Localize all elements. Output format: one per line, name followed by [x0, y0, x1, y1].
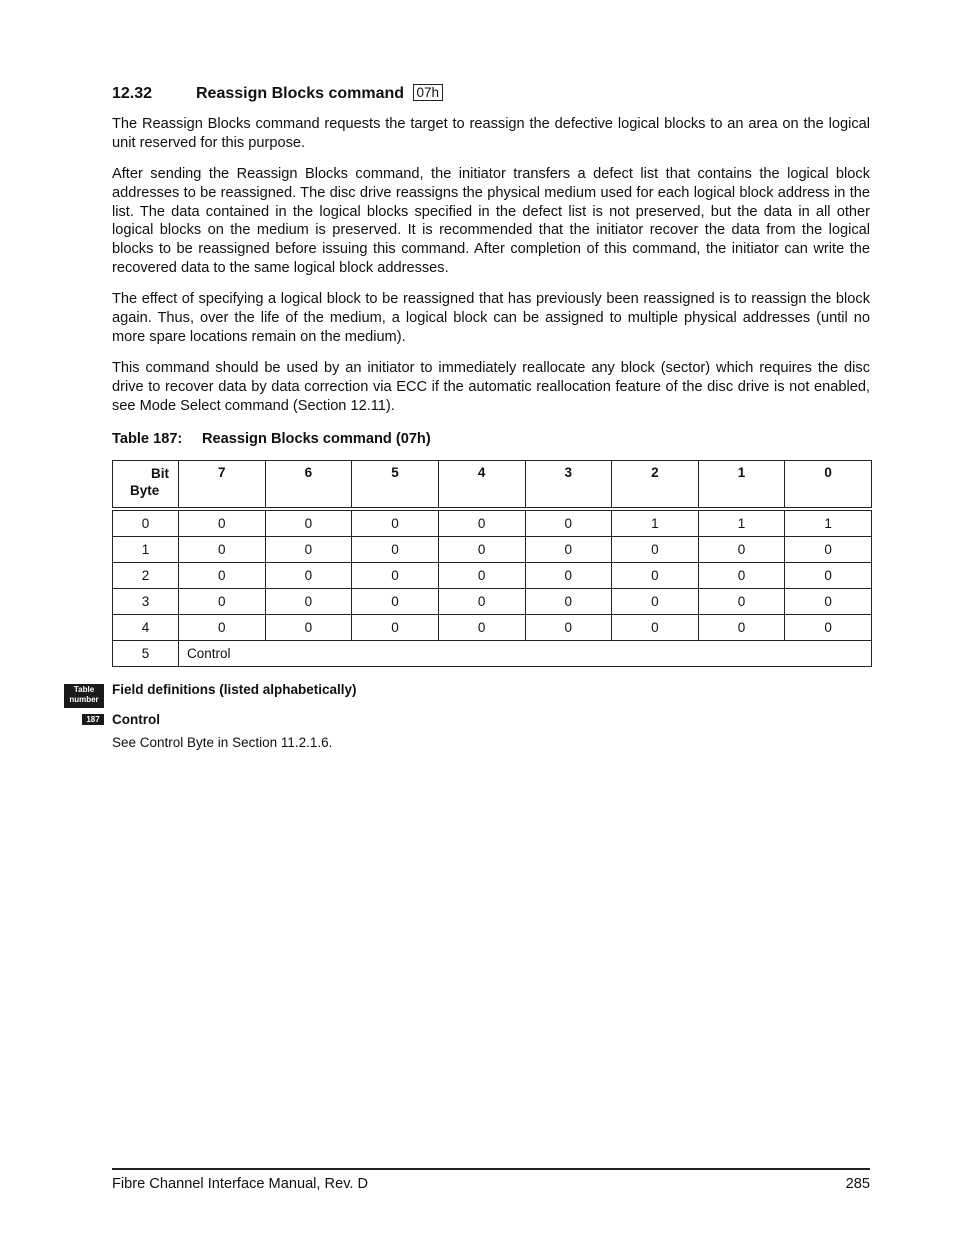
section-heading — [112, 84, 443, 103]
table-row-control — [113, 641, 872, 667]
bit-label: Bit — [151, 466, 169, 481]
table-row — [113, 511, 872, 537]
section-title: Reassign Blocks command — [196, 85, 405, 102]
bit-cell: 0 — [352, 615, 439, 641]
bit-cell: 0 — [698, 563, 785, 589]
opcode-box: 07h — [413, 84, 444, 101]
bit-cell: 0 — [179, 511, 266, 537]
table-ref-badge: 187 — [82, 714, 104, 725]
table-caption — [112, 431, 431, 447]
table-header-row — [113, 461, 872, 508]
bit-cell: 0 — [785, 563, 872, 589]
bit-cell: 0 — [525, 615, 612, 641]
bit-byte-header — [113, 461, 179, 508]
bit-header: 1 — [698, 461, 785, 508]
bit-cell: 0 — [612, 589, 699, 615]
bit-cell: 0 — [525, 563, 612, 589]
bit-cell: 0 — [612, 537, 699, 563]
bit-cell: 0 — [179, 537, 266, 563]
byte-cell: 4 — [113, 615, 179, 641]
bit-cell: 1 — [698, 511, 785, 537]
section-number: 12.32 — [112, 85, 153, 102]
footer-page-number: 285 — [845, 1176, 870, 1192]
bit-cell: 0 — [698, 537, 785, 563]
byte-label: Byte — [130, 483, 160, 498]
bit-cell: 0 — [265, 537, 352, 563]
bit-cell: 0 — [525, 511, 612, 537]
bit-cell: 0 — [525, 589, 612, 615]
bit-cell: 0 — [698, 615, 785, 641]
byte-cell: 5 — [113, 641, 179, 667]
bit-header: 0 — [785, 461, 872, 508]
table-row — [113, 563, 872, 589]
bit-cell: 0 — [525, 537, 612, 563]
bit-cell: 0 — [698, 589, 785, 615]
bit-cell: 0 — [438, 563, 525, 589]
table-number-badge — [64, 684, 104, 708]
byte-cell: 1 — [113, 537, 179, 563]
paragraph-3: The effect of specifying a logical block to be reassigned that has previously been reassigned is to reassign the block again. Thus, over the life of the medium, a logical block can be assigned to multiple physical addresses (until no more spare locations remain on the medium). — [112, 291, 870, 345]
bit-cell: 0 — [265, 589, 352, 615]
footer-manual-title: Fibre Channel Interface Manual, Rev. D — [112, 1176, 369, 1192]
bit-cell: 0 — [785, 537, 872, 563]
bit-cell: 1 — [612, 511, 699, 537]
bit-header: 4 — [438, 461, 525, 508]
bit-cell: 0 — [438, 615, 525, 641]
bit-cell: 0 — [785, 589, 872, 615]
paragraph-4: This command should be used by an initiator to immediately reallocate any block (sector) which requires the disc drive to recover data by data correction via ECC if the automatic reallocation feature of the disc drive is not enabled, see Mode Select command (Section 12.11). — [112, 360, 870, 414]
bit-cell: 1 — [785, 511, 872, 537]
bit-header: 7 — [179, 461, 266, 508]
bit-cell: 0 — [352, 563, 439, 589]
table-row — [113, 615, 872, 641]
bit-cell: 0 — [438, 537, 525, 563]
bit-cell: 0 — [438, 511, 525, 537]
badge-line-1: Table — [73, 685, 95, 694]
table-caption-label: Table 187: — [112, 431, 183, 447]
bit-cell: 0 — [179, 615, 266, 641]
bit-header: 6 — [265, 461, 352, 508]
control-cell: Control — [179, 641, 872, 667]
bit-cell: 0 — [265, 511, 352, 537]
field-description: See Control Byte in Section 11.2.1.6. — [112, 735, 333, 750]
bit-header: 5 — [352, 461, 439, 508]
bit-header: 3 — [525, 461, 612, 508]
badge-line-2: number — [69, 695, 99, 704]
bit-cell: 0 — [612, 563, 699, 589]
table-row — [113, 537, 872, 563]
byte-cell: 2 — [113, 563, 179, 589]
bit-cell: 0 — [352, 537, 439, 563]
bit-cell: 0 — [438, 589, 525, 615]
byte-cell: 3 — [113, 589, 179, 615]
table-body — [113, 511, 872, 667]
field-definitions-title: Field definitions (listed alphabetically) — [112, 682, 357, 697]
bit-cell: 0 — [785, 615, 872, 641]
bit-cell: 0 — [612, 615, 699, 641]
command-table — [112, 460, 872, 667]
bit-cell: 0 — [265, 563, 352, 589]
paragraph-2: After sending the Reassign Blocks command, the initiator transfers a defect list that contains the logical block addresses to be reassigned. The disc drive reassigns the physical medium used for each logical block address in the list. The data contained in the logical blocks specified in the defect list is not preserved, but the data in all other logical blocks on the medium is preserved. It is recommended that the initiator recover the data from the logical blocks to be reassigned before issuing this command. After completion of this command, the initiator can write the recovered data to the same logical block addresses. — [112, 166, 870, 276]
bit-cell: 0 — [352, 589, 439, 615]
bit-cell: 0 — [265, 615, 352, 641]
field-name-control: Control — [112, 712, 160, 727]
bit-cell: 0 — [352, 511, 439, 537]
table-row — [113, 589, 872, 615]
byte-cell: 0 — [113, 511, 179, 537]
bit-cell: 0 — [179, 563, 266, 589]
paragraph-1: The Reassign Blocks command requests the target to reassign the defective logical blocks to an area on the logical unit reserved for this purpose. — [112, 116, 870, 151]
footer-divider — [112, 1168, 870, 1170]
bit-cell: 0 — [179, 589, 266, 615]
table-caption-title: Reassign Blocks command (07h) — [202, 431, 431, 447]
bit-header: 2 — [612, 461, 699, 508]
